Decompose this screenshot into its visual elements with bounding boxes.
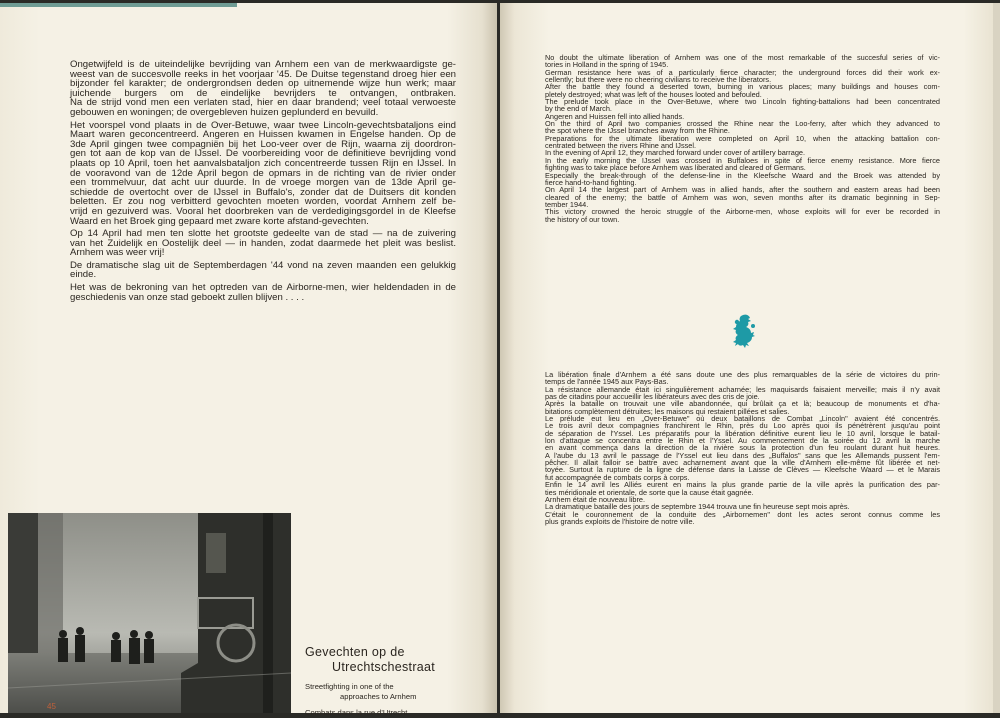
paragraph xyxy=(70,118,456,227)
text-line: een trommelvuur, dat acht uur duurde. In de vroege morgen van de 13de April ge- xyxy=(70,177,456,189)
text-line: Arnhem était de nouveau libre. xyxy=(545,494,646,504)
paragraph xyxy=(545,385,940,400)
paragraph xyxy=(545,134,940,149)
text-line: by the end of March. xyxy=(545,104,612,114)
text-line: De dramatische slag uit de Septemberdagen '44 vond na zeven maanden een gelukkig xyxy=(70,259,456,271)
paragraph xyxy=(545,82,940,97)
paragraph xyxy=(545,68,940,83)
lion-rampant-icon xyxy=(731,313,759,349)
text-line: fut accompagnée de combats corps à corps. xyxy=(545,472,690,482)
text-line: Ongetwijfeld is de uiteindelijke bevrijding van Arnhem een van de merkwaardigste ge- xyxy=(70,59,456,70)
caption-english-line2: approaches to Arnhem xyxy=(340,691,417,701)
paragraph xyxy=(545,399,940,414)
text-line: Arnhem was weer vrij! xyxy=(70,247,165,259)
paragraph xyxy=(545,53,940,68)
text-line: Le prélude eut lieu en „Over-Betuwe" où deux bataillons de Combat „Lincoln" avaient été concentrés. xyxy=(545,414,940,424)
paragraph xyxy=(545,414,940,480)
paragraph xyxy=(70,57,456,118)
text-line: the history of our town. xyxy=(545,214,620,224)
text-line: lon d'attaque se concentra entre le Rhin et l'Yssel. Au commencement de la soirée du 12 avril la marche xyxy=(545,436,940,446)
caption-title-line2: Utrechtschestraat xyxy=(332,660,436,674)
text-line: La dramatique bataille des jours de septembre 1944 trouva une fin heureuse sept mois après. xyxy=(545,502,850,512)
text-line: centrated between the rivers Rhine and IJssel. xyxy=(545,141,697,151)
text-line: Preparations for the ultimate liberation were completed on April 10, when the attacking battalion con- xyxy=(545,133,940,143)
text-line: the spot where the IJssel branches away from the Rhine. xyxy=(545,126,730,136)
text-line: plaats op 10 April, toen het aanvalsbataljon zich concentreerde tussen Rijn en IJssel. In xyxy=(70,157,456,169)
paragraph xyxy=(545,370,940,385)
paragraph xyxy=(545,510,940,525)
text-line: plus grands exploits de l'histoire de notre ville. xyxy=(545,516,695,526)
text-line: cleared of the enemy; the battle of Arnhem was won, seven months after its dramatic beginning in Sep- xyxy=(545,192,940,202)
text-line: gen tot aan de kop van de IJssel. De voorbereiding voor de definitieve bevrijding vond xyxy=(70,148,456,160)
text-line: gebouwen en woningen; de overgebleven huizen geplunderd en bevuild. xyxy=(70,106,379,118)
text-line: van het Zuidelijk en Oostelijk deel — in handen, zodat daarmede het pleit was beslist. xyxy=(70,237,456,249)
text-line: A l'aube du 13 avril le passage de l'Yssel eut lieu dans des „Buffalos" sans que les Allemands pussent l'em- xyxy=(545,450,940,460)
text-line: No doubt the ultimate liberation of Arnhem was one of the most remarkable of the succesful series of vic- xyxy=(545,53,940,62)
paragraph xyxy=(545,207,940,222)
text-line: 3de April gingen twee compagniën bij het Loo-veer over de Rijn, waarna zij doordron- xyxy=(70,138,456,150)
text-line: Het voorspel vond plaats in de Over-Betuwe, waar twee Lincoln-gevechtsbataljons eind xyxy=(70,119,456,131)
street-fighting-photo xyxy=(8,513,291,713)
text-line: toyée. Surtout la rupture de la ligne de défense dans la Laisse de Clèves — Kleefsche Waard — et le Marais xyxy=(545,465,940,475)
text-line: pêcher. Il allait falloir se battre avec acharnement avant que la ville d'Arnhem elle-même fût libérée et net- xyxy=(545,458,940,468)
text-line: Maart waren geconcentreerd. Angeren en Huissen kwamen in Engelse handen. Op de xyxy=(70,129,456,141)
text-line: pas de citadins pour accueillir les libérateurs avec des cris de joie. xyxy=(545,392,760,402)
text-line: Angeren and Huissen fell into allied hands. xyxy=(545,111,685,121)
text-line: de vooravond van de 12de April begon de opmars in de richting van de rivier onder xyxy=(70,167,456,179)
text-line: On April 14 the largest part of Arnhem was in allied hands, after the southern and eastern areas had been xyxy=(545,185,940,195)
paragraph xyxy=(545,97,940,112)
text-line: La résistance allemande était ici singulièrement acharnée; les maquisards faisaient merveille; mais il n'y avait xyxy=(545,384,940,394)
paragraph xyxy=(545,502,940,512)
paragraph xyxy=(70,280,456,303)
text-line: schiedde de overtocht over de IJssel in Buffalo's, zonder dat de Duitsers dit konden xyxy=(70,186,456,198)
text-line: C'était le couronnement de la conduite des „Airbornemen" dont les actes seront connus comme les xyxy=(545,509,940,519)
text-line: tories in Holland in the spring of 1945. xyxy=(545,60,669,70)
text-line: In the early morning the IJssel was crossed in Buffaloes in spite of fierce enemy resistance. More fierce xyxy=(545,155,940,165)
photo-caption xyxy=(305,645,435,718)
text-line: German resistance here was of a particularly fierce character; the underground forces did their work ex- xyxy=(545,67,940,77)
text-line: Enfin le 14 avril les Alliés eurent en mains la plus grande partie de la ville après la purification des par- xyxy=(545,480,940,490)
text-line: beletten. Er zou nog verbitterd gevochten moeten worden, voordat Arnhem zelf be- xyxy=(70,196,456,208)
text-line: en avant commença dans la direction de la rivière sous la protection d'un feu roulant durant huit heures. xyxy=(545,443,940,453)
text-line: La libération finale d'Arnhem a été sans doute une des plus remarquables de la série de victoires du prin- xyxy=(545,370,940,379)
text-line: Na de strijd vond men een verlaten stad, hier en daar brandend; veel totaal verwoeste xyxy=(70,97,456,109)
page-edge xyxy=(993,3,1000,713)
paragraph xyxy=(545,119,940,134)
paragraph xyxy=(545,148,940,158)
english-text xyxy=(545,53,940,222)
french-text xyxy=(545,370,940,524)
caption-french: Combats dans la rue d'Utrecht xyxy=(305,708,408,717)
text-line: Het was de bekroning van het optreden van de Airborne-men, wier heldendaden in de xyxy=(70,282,456,294)
text-line: On the third of April two companies crossed the Rhine near the Loo-ferry, after which they advanced to xyxy=(545,119,940,129)
text-line: Après la bataille on trouvait une ville abandonnée, qui brûlait ça et là; beaucoup de monuments et d'ha- xyxy=(545,399,940,409)
caption-title-line1: Gevechten op de xyxy=(305,645,405,659)
text-line: temps de l'année 1945 aux Pays-Bas. xyxy=(545,377,669,387)
text-line: geschiedenis van onze stad geboekt zullen blijven . . . . xyxy=(70,291,305,303)
cover-edge-stripe xyxy=(0,3,237,7)
paragraph xyxy=(545,112,940,119)
text-line: Le trois avril deux compagnies franchirent le Rhin, près du Loo après quoi ils pénétrèrent jusqu'au point xyxy=(545,421,940,431)
text-line: The prelude took place in the Over-Betuwe, where two Lincoln fighting-battalions had been concentrated xyxy=(545,97,940,107)
text-line: Op 14 April had men ten slotte het grootste gedeelte van de stad — na de zuivering xyxy=(70,228,456,240)
text-line: Especially the break-through of the defense-line in the Kleefsche Waard and the Broek was attended by xyxy=(545,170,940,180)
text-line: In the evening of April 12, they marched forward under cover of artillery barrage. xyxy=(545,148,806,158)
caption-english-line1: Streetfighting in one of the xyxy=(305,682,394,691)
text-line: weest van de succesvolle reeks in het voorjaar '45. De Duitse tegenstand droeg hier een xyxy=(70,68,456,80)
text-line: einde. xyxy=(70,269,97,281)
paragraph xyxy=(545,185,940,207)
paragraph xyxy=(545,171,940,186)
text-line: de séparation de l'Yssel. Les préparatifs pour la libération définitive eurent lieu le 10 avril, lorsque le batail- xyxy=(545,428,940,438)
text-line: juichende burgers om de eindelijke bevrijders te ontvangen, ontbraken. xyxy=(70,87,456,99)
dutch-text xyxy=(70,57,456,302)
text-line: ties méridionale et orientale, de sorte que la cause était gagnée. xyxy=(545,487,754,497)
text-line: tember 1944. xyxy=(545,199,589,209)
text-line: Waard en het Broek ging gepaard met zware korte afstand-gevechten. xyxy=(70,215,369,227)
text-line: vrijd en gezuiverd was. Vooral het doorbreken van de verdedigingsgordel in de Kleefse xyxy=(70,205,456,217)
text-line: bitations complètement détruites; les maisons qui restaient pillées et salies. xyxy=(545,406,790,416)
text-line: bijzonder fel karakter; de ondergrondsen deden op uitnemende wijze hun werk; maar xyxy=(70,78,456,90)
paragraph xyxy=(70,258,456,281)
text-line: pletely destroyed; what was left of the houses looted and befouled. xyxy=(545,89,762,99)
page-number: 45 xyxy=(47,702,56,711)
text-line: This victory crowned the heroic struggle of the Airborne-men, whose exploits will for ever be recorded in xyxy=(545,207,940,217)
paragraph xyxy=(545,480,940,495)
paragraph xyxy=(70,226,456,259)
text-line: cellently; but there were no cheering civilians to receive the liberators. xyxy=(545,75,772,85)
text-line: After the battle they found a deserted town, burning in various places; many buildings and houses com- xyxy=(545,82,940,92)
text-line: fierce hand-to-hand fighting. xyxy=(545,177,637,187)
paragraph xyxy=(545,156,940,171)
text-line: fighting was to take place before Arnhem was liberated and cleared of Germans. xyxy=(545,163,806,173)
